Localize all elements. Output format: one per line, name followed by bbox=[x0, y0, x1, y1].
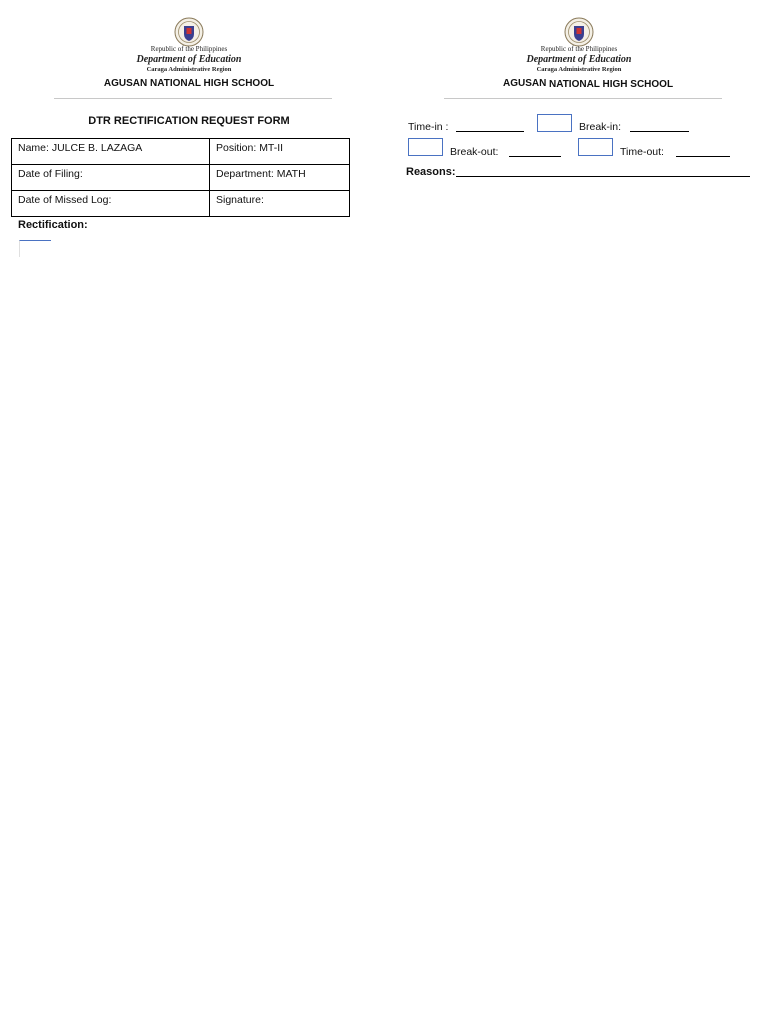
table-row bbox=[12, 191, 350, 217]
reasons-label: Reasons: bbox=[406, 166, 456, 178]
republic-text: Republic of the Philippines bbox=[150, 45, 228, 53]
break-out-field[interactable] bbox=[509, 146, 561, 157]
time-in-field[interactable] bbox=[456, 121, 524, 132]
position-cell: Position: MT-II bbox=[210, 139, 350, 165]
break-out-checkbox[interactable] bbox=[408, 138, 443, 156]
department-text: Department of Education bbox=[136, 54, 242, 65]
school-name-part2: NATIONAL HIGH SCHOOL bbox=[549, 79, 674, 90]
school-name-part1: AGUSAN bbox=[503, 78, 547, 89]
deped-seal-icon bbox=[564, 17, 594, 47]
department-cell: Department: MATH bbox=[210, 165, 350, 191]
break-in-field[interactable] bbox=[630, 121, 689, 132]
republic-text: Republic of the Philippines bbox=[540, 45, 618, 53]
signature-cell: Signature: bbox=[210, 191, 350, 217]
header-divider bbox=[444, 98, 722, 99]
department-text: Department of Education bbox=[526, 54, 632, 65]
rectification-label: Rectification: bbox=[18, 219, 88, 231]
deped-seal-icon bbox=[174, 17, 204, 47]
region-text: Caraga Administrative Region bbox=[536, 66, 622, 73]
date-of-missed-log-cell: Date of Missed Log: bbox=[12, 191, 210, 217]
name-cell: Name: JULCE B. LAZAGA bbox=[12, 139, 210, 165]
break-in-label: Break-in: bbox=[579, 121, 622, 133]
header-divider bbox=[54, 98, 332, 99]
time-out-checkbox[interactable] bbox=[578, 138, 613, 156]
time-in-checkbox[interactable] bbox=[537, 114, 572, 132]
region-text: Caraga Administrative Region bbox=[146, 66, 232, 73]
table-row bbox=[12, 165, 350, 191]
date-of-filing-cell: Date of Filing: bbox=[12, 165, 210, 191]
reasons-field[interactable] bbox=[456, 166, 750, 177]
form-title: DTR RECTIFICATION REQUEST FORM bbox=[88, 115, 290, 127]
table-row bbox=[12, 139, 350, 165]
break-out-label: Break-out: bbox=[450, 146, 499, 158]
time-in-label: Time-in : bbox=[408, 121, 449, 133]
time-out-field[interactable] bbox=[676, 146, 730, 157]
rectification-checkbox[interactable] bbox=[19, 240, 51, 257]
info-table bbox=[11, 138, 350, 217]
time-out-label: Time-out: bbox=[620, 146, 664, 158]
school-name: AGUSAN NATIONAL HIGH SCHOOL bbox=[103, 78, 275, 89]
